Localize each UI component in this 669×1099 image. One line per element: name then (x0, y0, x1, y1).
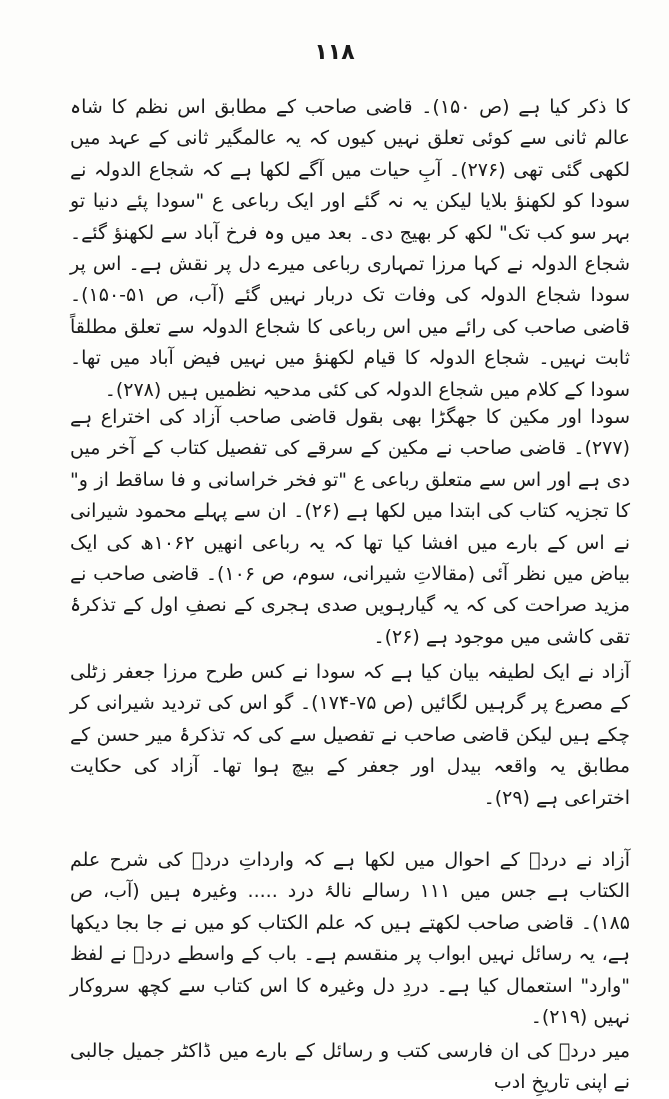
paragraph-text: کا ذکر کیا ہے (ص ۱۵۰)۔ قاضی صاحب کے مطابق اس نظم کا شاہ عالم ثانی سے کوئی تعلق نہیں کیوں کہ یہ عالمگیر ثانی کے عہد میں لکھی گئی تھی (۲۷۶)۔ آبِ حیات میں آگے لکھا ہے کہ شجاع الدولہ نے سودا کو لکھنؤ بلایا لیکن یہ نہ گئے اور ایک رباعی ع "سودا پئے دنیا تو بہر سو کب تک" لکھ کر بھیج دی۔ بعد میں وہ فرخ آباد سے لکھنؤ گئے۔ شجاع الدولہ نے کہا مرزا تمہاری رباعی میرے دل پر نقش ہے۔ اس پر سودا شجاع الدولہ کی وفات تک دربار نہیں گئے (آب، ص ۵۱-۱۵۰)۔ قاضی صاحب کی رائے میں اس رباعی کا شجاع الدولہ سے تعلق مطلقاً ثابت نہیں۔ شجاع الدولہ کا قیام لکھنؤ میں نہیں فیض آباد میں تھا۔ سودا کے کلام میں شجاع الدولہ کی کئی مدحیہ نظمیں ہیں (۲۷۸)۔ (70, 96, 631, 401)
paragraph-text: سودا اور مکین کا جھگڑا بھی بقول قاضی صاحب آزاد کی اختراع ہے (۲۷۷)۔ قاضی صاحب نے مکین کے سرقے کی تفصیل کتاب کے آخر میں دی ہے اور اس سے متعلق رباعی ع "تو فخر خراسانی و فا ساقط از و" کا تجزیہ کتاب کی ابتدا میں لکھا ہے (۲۶)۔ ان سے پہلے محمود شیرانی نے اس کے بارے میں افشا کیا تھا کہ یہ رباعی انھیں ۱۰۶۲ھ کی ایک بیاض میں نظر آئی (مقالاتِ شیرانی، سوم، ص ۱۰۶)۔ قاضی صاحب نے مزید صراحت کی کہ یہ گیارہویں صدی ہجری کے نصفِ اول کے تذکرۂ تقی کاشی میں موجود ہے (۲۶)۔ (70, 406, 630, 648)
paragraph-1 (70, 92, 630, 406)
paragraph-4 (70, 845, 630, 1033)
paragraph-2 (70, 402, 630, 653)
paragraph-5 (70, 1036, 630, 1099)
paragraph-3 (70, 657, 630, 814)
paragraph-text: آزاد نے دردؔ کے احوال میں لکھا ہے کہ وارداتِ دردؔ کی شرح علم الکتاب ہے جس میں ۱۱۱ رسالے نالۂ درد ..... وغیرہ ہیں (آب، ص ۱۸۵)۔ قاضی صاحب لکھتے ہیں کہ علم الکتاب کو میں نے جا بجا دیکھا ہے، یہ رسائل نہیں ابواب پر منقسم ہے۔ باب کے واسطے دردؔ نے لفظ "وارد" استعمال کیا ہے۔ دردِ دل وغیرہ کا اس کتاب سے کچھ سروکار نہیں (۲۱۹)۔ (70, 849, 630, 1029)
paragraph-text: میر دردؔ کی ان فارسی کتب و رسائل کے بارے میں ڈاکٹر جمیل جالبی نے اپنی تاریخِ ادب (70, 1040, 630, 1094)
page-number: ۱۱۸ (314, 40, 355, 65)
paragraph-text: آزاد نے ایک لطیفہ بیان کیا ہے کہ سودا نے کس طرح مرزا جعفر زٹلی کے مصرع پر گرہیں لگائیں (ص ۷۵-۱۷۴)۔ گو اس کی تردید شیرانی کر چکے ہیں لیکن قاضی صاحب نے تفصیل سے کی کہ تذکرۂ میر حسن کے مطابق یہ واقعہ بیدل اور جعفر کے بیچ ہوا تھا۔ آزاد کی حکایت اختراعی ہے (۲۹)۔ (70, 661, 630, 809)
